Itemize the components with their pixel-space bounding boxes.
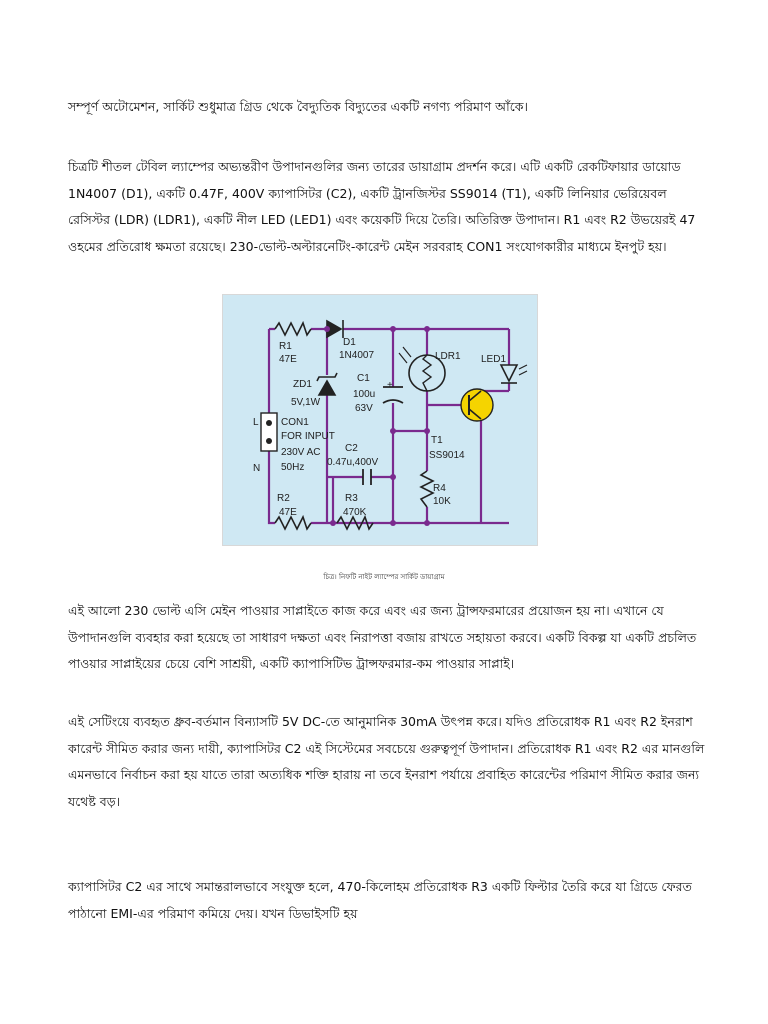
c2-capacitor [363,469,371,485]
figure-caption: চিত্র। নিফটি নাইট ল্যাম্পের সার্কিট ডায়াগ্রাম [323,573,445,581]
con1-l-label: L [253,417,259,428]
zd1-value: 5V,1W [291,397,321,408]
r3-label: R3 [345,493,358,504]
r1-resistor [275,323,311,335]
r1-value: 47E [279,354,297,365]
paragraph-2: চিত্রটি শীতল টেবিল ল্যাম্পের অভ্যন্তরীণ উপাদানগুলির জন্য তারের ডায়াগ্রাম প্রদর্শন করে। এটি একটি রেকটিফায়ার ডায়োড 1N4007 (D1), একটি 0.47F, 400V ক্যাপাসিটর (C2), একটি ট্রানজিস্টর SS9014 (T1), একটি লিনিয়ার ভেরিয়েবল রেসিস্টর (LDR) (LDR1), একটি নীল LED (LED1) এবং কয়েকটি দিয়ে তৈরি। অতিরিক্ত উপাদান। R1 এবং R2 উভয়েরই 47 ওহমের প্রতিরোধ ক্ষমতা রয়েছে। 230-ভোল্ট-অল্টারনেটিং-কারেন্ট মেইন সরবরাহ CON1 সংযোগকারীর মাধ্যমে ইনপুট হয়। [68,159,696,254]
con1-line4: 50Hz [281,462,305,473]
paragraph-5: ক্যাপাসিটর C2 এর সাথে সমান্তরালভাবে সংযুক্ত হলে, 470-কিলোহম প্রতিরোধক R3 একটি ফিল্টার তৈরি করে যা গ্রিডে ফেরত পাঠানো EMI-এর পরিমাণ কমিয়ে দেয়। যখন ডিভাইসটি হয় [68,879,692,921]
d1-label: D1 [343,337,356,348]
c2-value: 0.47u,400V [327,457,379,468]
paragraph-1: সম্পূর্ণ অটোমেশন, সার্কিট শুধুমাত্র গ্রিড থেকে বৈদ্যুতিক বিদ্যুতের একটি নগণ্য পরিমাণ আঁকে। [68,99,528,114]
con1-line2: FOR INPUT [281,431,335,442]
con1-n-label: N [253,463,261,474]
con1-label: CON1 [281,417,309,428]
d1-value: 1N4007 [339,350,375,361]
r3-value: 470K [343,507,367,518]
c1-plus: + [387,380,393,391]
c2-label: C2 [345,443,358,454]
circuit-diagram [222,294,538,546]
r4-label: R4 [433,483,446,494]
t1-value: SS9014 [429,450,465,461]
r2-resistor [275,517,311,529]
con1-line3: 230V AC [281,447,321,458]
t1-label: T1 [431,435,443,446]
paragraph-4: এই সেটিংয়ে ব্যবহৃত ধ্রুব-বর্তমান বিন্যাসটি 5V DC-তে আনুমানিক 30mA উৎপন্ন করে। যদিও প্রতিরোধক R1 এবং R2 ইনরাশ কারেন্ট সীমিত করার জন্য দায়ী, ক্যাপাসিটর C2 এই সিস্টেমের সবচেয়ে গুরুত্বপূর্ণ উপাদান। প্রতিরোধক R1 এবং R2 এর মানগুলি এমনভাবে নির্বাচন করা হয় যাতে তারা অত্যধিক শক্তি হারায় না তবে ইনরাশ পর্যায়ে প্রবাহিত কারেন্টের পরিমাণ সীমিত করার জন্য যথেষ্ট বড়। [68,714,705,809]
led1-label: LED1 [481,354,507,365]
c1-label: C1 [357,373,370,384]
c1-value-2: 63V [355,403,373,414]
r2-value: 47E [279,507,297,518]
r1-label: R1 [279,341,292,352]
ldr1-label: LDR1 [435,351,461,362]
zd1-label: ZD1 [293,379,312,390]
r4-value: 10K [433,496,451,507]
r2-label: R2 [277,493,290,504]
c1-capacitor [383,387,403,403]
zd1-zener [317,373,337,395]
t1-transistor [461,389,493,421]
r4-resistor [421,471,433,507]
circuit-diagram-svg [223,295,539,547]
led1-diode [501,365,527,383]
con1-connector [261,413,277,451]
c1-value-1: 100u [353,389,376,400]
paragraph-3: এই আলো 230 ভোল্ট এসি মেইন পাওয়ার সাপ্লাইতে কাজ করে এবং এর জন্য ট্রান্সফরমারের প্রয়োজন হয় না। এখানে যে উপাদানগুলি ব্যবহার করা হয়েছে তা সাধারণ দক্ষতা এবং নিরাপত্তা বজায় রাখতে সহায়তা করবে। একটি বিকল্প যা একটি প্রচলিত পাওয়ার সাপ্লাইয়ের চেয়ে বেশি সাশ্রয়ী, একটি ক্যাপাসিটিভ ট্রান্সফরমার-কম পাওয়ার সাপ্লাই। [68,603,697,671]
bottom-wire [269,451,509,523]
